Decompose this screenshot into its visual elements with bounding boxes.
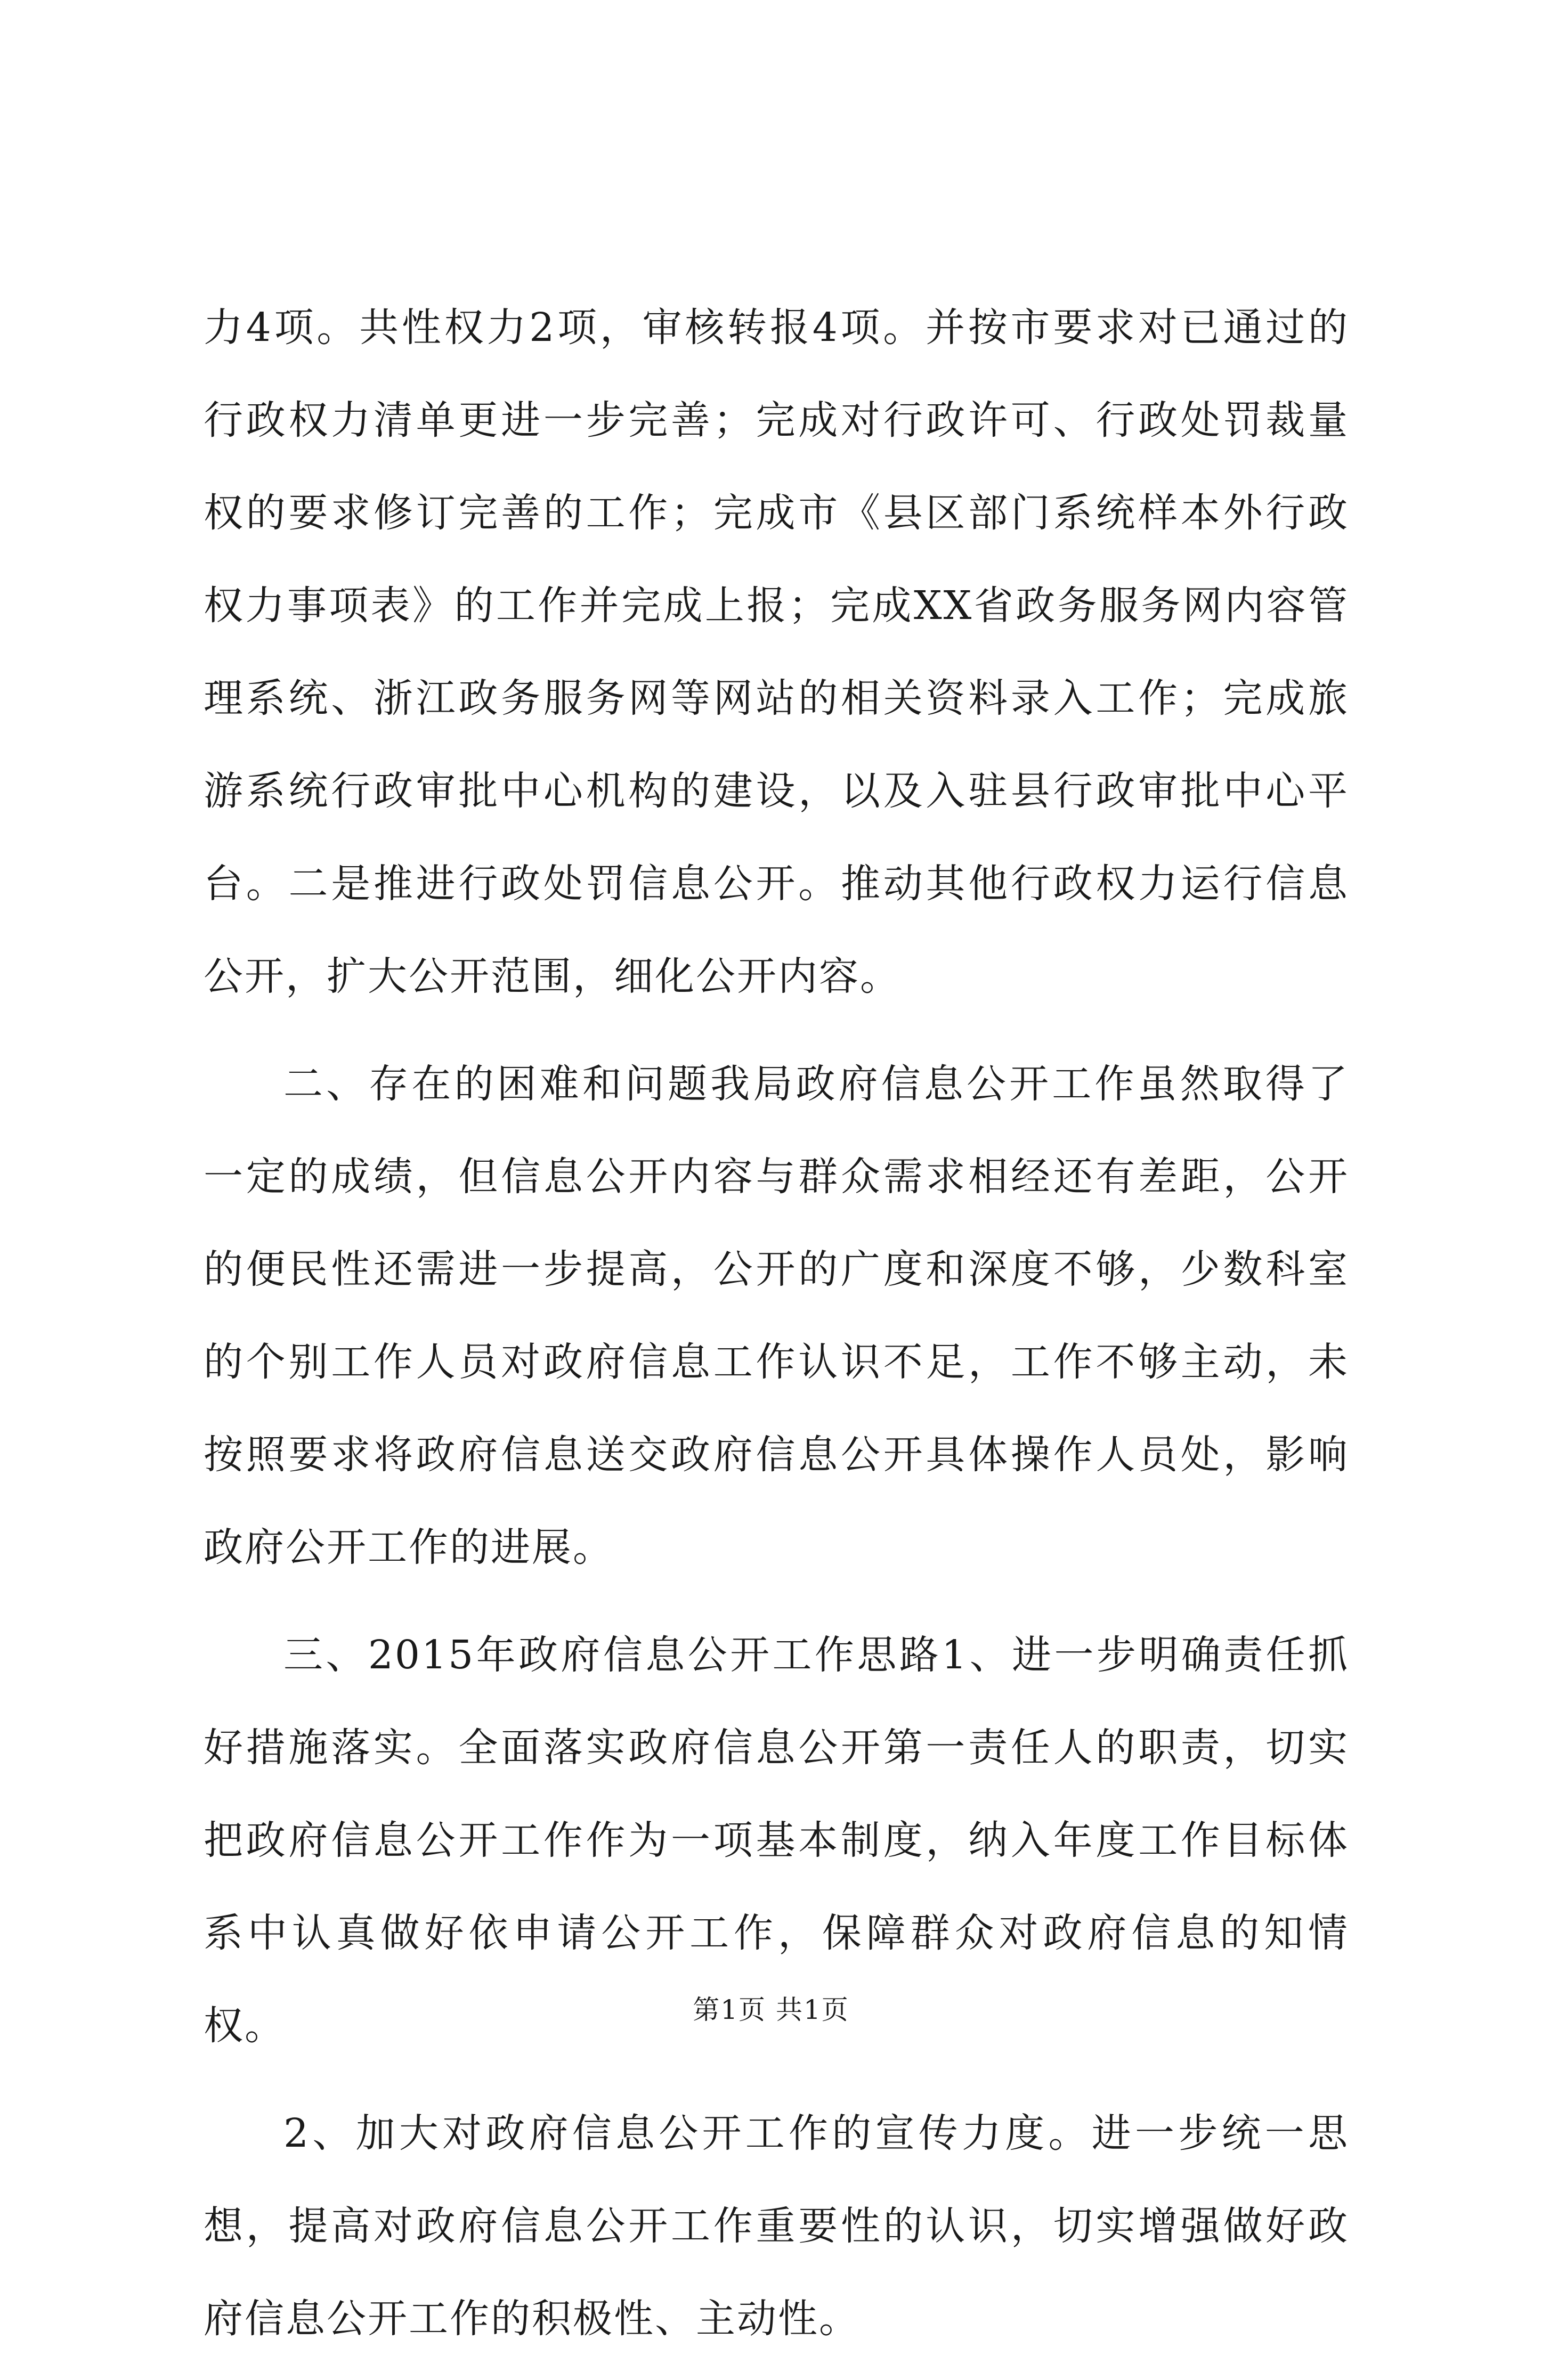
- paragraph-3: 三、2015年政府信息公开工作思路1、进一步明确责任抓好措施落实。全面落实政府信息公开第一责任人的职责，切实把政府信息公开工作作为一项基本制度，纳入年度工作目标体系中认真做好依申请公开工作，保障群众对政府信息的知情权。: [204, 1632, 1349, 2049]
- document-body: [204, 281, 1349, 2380]
- paragraph-4: 2、加大对政府信息公开工作的宣传力度。进一步统一思想，提高对政府信息公开工作重要性的认识，切实增强做好政府信息公开工作的积极性、主动性。: [204, 2110, 1349, 2342]
- page-number-footer: 第1页 共1页: [693, 1994, 849, 2025]
- paragraph-2: 二、存在的困难和问题我局政府信息公开工作虽然取得了一定的成绩，但信息公开内容与群众需求相经还有差距，公开的便民性还需进一步提高，公开的广度和深度不够，少数科室的个别工作人员对政府信息工作认识不足，工作不够主动，未按照要求将政府信息送交政府信息公开具体操作人员处，影响政府公开工作的进展。: [204, 1061, 1349, 1570]
- paragraph-1: 力4项。共性权力2项，审核转报4项。并按市要求对已通过的行政权力清单更进一步完善；完成对行政许可、行政处罚裁量权的要求修订完善的工作；完成市《县区部门系统样本外行政权力事项表》的工作并完成上报；完成XX省政务服务网内容管理系统、浙江政务服务网等网站的相关资料录入工作；完成旅游系统行政审批中心机构的建设，以及入驻县行政审批中心平台。二是推进行政处罚信息公开。推动其他行政权力运行信息公开，扩大公开范围，细化公开内容。: [204, 305, 1349, 999]
